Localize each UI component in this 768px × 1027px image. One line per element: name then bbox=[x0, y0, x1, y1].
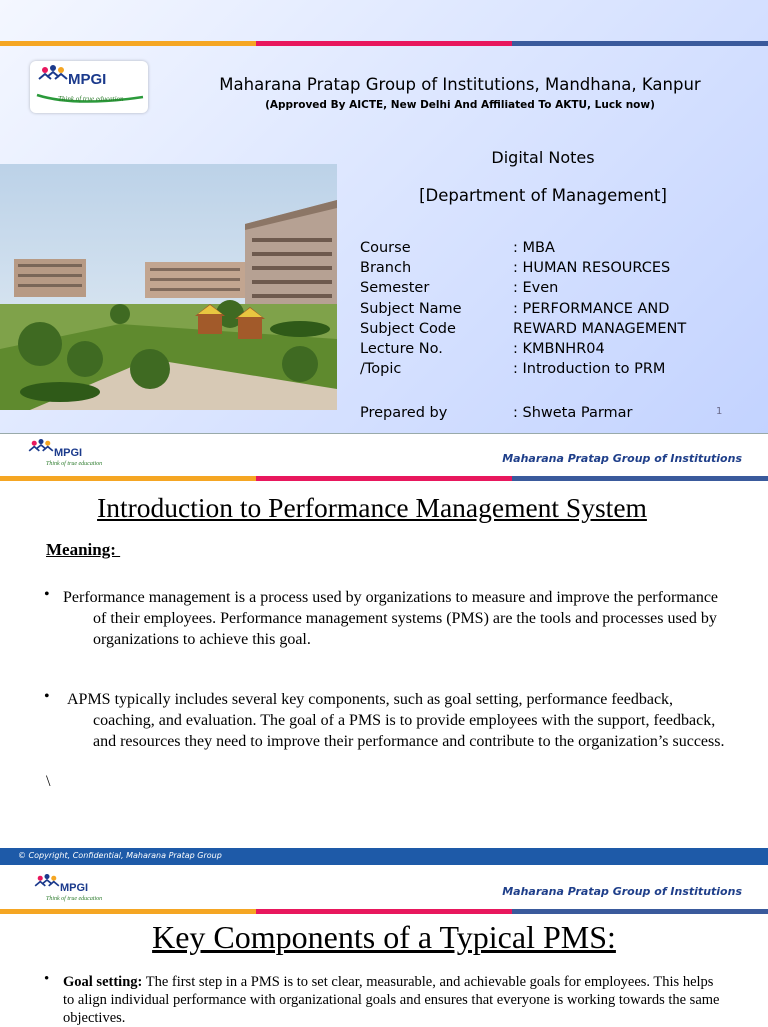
approval-line: (Approved By AICTE, New Delhi And Affiliated To AKTU, Luck now) bbox=[265, 99, 655, 111]
bullet-dot-goal: • bbox=[44, 971, 50, 987]
detail-label-subject-code: Subject Code bbox=[360, 321, 456, 337]
header-logo-figures-icon bbox=[26, 439, 56, 461]
stripe-orange bbox=[0, 41, 256, 46]
mpgi-logo bbox=[30, 61, 148, 113]
logo-tagline: Think of true education bbox=[58, 95, 124, 103]
stripe-orange bbox=[0, 909, 256, 914]
logo-figures-icon bbox=[36, 65, 70, 91]
stray-character: \ bbox=[46, 773, 51, 790]
detail-label-topic: /Topic bbox=[360, 361, 402, 377]
detail-value-branch: : HUMAN RESOURCES bbox=[513, 260, 671, 276]
detail-label-branch: Branch bbox=[360, 260, 412, 276]
detail-label-semester: Semester bbox=[360, 280, 430, 296]
detail-value-topic: : Introduction to PRM bbox=[513, 361, 666, 377]
footer-bar bbox=[0, 848, 768, 865]
meaning-label: Meaning: bbox=[46, 540, 121, 559]
institution-name: Maharana Pratap Group of Institutions, Mandhana, Kanpur bbox=[219, 75, 701, 94]
detail-value-subject-name: : PERFORMANCE AND bbox=[513, 301, 670, 317]
stripe-blue bbox=[512, 41, 768, 46]
stripe-blue bbox=[512, 909, 768, 914]
header-institution-name: Maharana Pratap Group of Institutions bbox=[502, 885, 742, 898]
header-logo-tagline: Think of true education bbox=[46, 896, 103, 902]
goal-setting-text: The first step in a PMS is to set clear, measurable, and achievable goals for employees. This helps to align individual performance with organizational goals and ensures that everyone is working towards the same objectives. bbox=[63, 974, 720, 1026]
prepared-by-label: Prepared by bbox=[360, 405, 448, 421]
detail-value-lecture-no: : KMBNHR04 bbox=[513, 341, 605, 357]
slide2-title: Introduction to Performance Management System bbox=[97, 492, 647, 523]
header-logo-text: MPGI bbox=[54, 447, 83, 459]
header-logo-figures-icon bbox=[32, 874, 62, 896]
slide2-header bbox=[0, 433, 768, 486]
stripe-orange bbox=[0, 476, 256, 481]
stripe-blue bbox=[512, 476, 768, 481]
bullet-text-2: APMS typically includes several key components, such as goal setting, performance feedback, coaching, and evaluation. The goal of a PMS is to provide employees with the support, feedback, and resources they need to improve their performance and contribute to the organization’s success. bbox=[63, 691, 725, 750]
goal-setting-paragraph bbox=[63, 973, 723, 1027]
detail-label-lecture-no: Lecture No. bbox=[360, 341, 443, 357]
slide-number: 1 bbox=[716, 406, 723, 417]
detail-value-course: : MBA bbox=[513, 240, 555, 256]
header-logo-text: MPGI bbox=[60, 882, 89, 894]
department-title: [Department of Management] bbox=[419, 186, 667, 205]
stripe-pink bbox=[256, 476, 512, 481]
stripe-pink bbox=[256, 909, 512, 914]
notes-title: Digital Notes bbox=[491, 148, 595, 167]
detail-label-subject-name: Subject Name bbox=[360, 301, 462, 317]
slide3-title: Key Components of a Typical PMS: bbox=[152, 919, 616, 955]
footer-copyright: © Copyright, Confidential, Maharana Pratap Group bbox=[18, 851, 222, 860]
logo-text: MPGI bbox=[68, 71, 107, 88]
header-logo-tagline: Think of true education bbox=[46, 461, 103, 467]
bullet-dot-2: • bbox=[44, 688, 50, 705]
detail-label-course: Course bbox=[360, 240, 411, 256]
title-slide bbox=[0, 0, 768, 434]
campus-photo bbox=[0, 164, 337, 410]
header-institution-name: Maharana Pratap Group of Institutions bbox=[502, 452, 742, 465]
bullet-text-1: Performance management is a process used by organizations to measure and improve the performance of their employees. Performance management systems (PMS) are the tools and processes used by organizations to achieve this goal. bbox=[63, 589, 719, 648]
goal-setting-term: Goal setting: bbox=[63, 974, 143, 990]
detail-value-subject-code: REWARD MANAGEMENT bbox=[513, 321, 687, 337]
prepared-by-value: : Shweta Parmar bbox=[513, 405, 633, 421]
stripe-pink bbox=[256, 41, 512, 46]
detail-value-semester: : Even bbox=[513, 280, 559, 296]
bullet-dot-1: • bbox=[44, 586, 50, 603]
slide3-header bbox=[0, 865, 768, 917]
